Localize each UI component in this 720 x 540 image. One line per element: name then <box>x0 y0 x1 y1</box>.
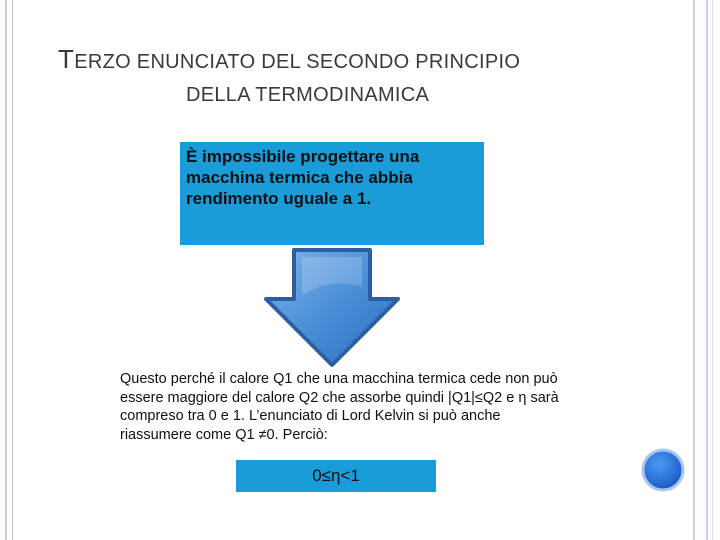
explanation-text: Questo perché il calore Q1 che una macchina termica cede non può essere maggiore del calore Q2 che assorbe quindi |Q1|≤Q2 e η sarà compreso tra 0 e 1. L’enunciato di Lord Kelvin si può anche riassumere come Q1 ≠0. Perciò: <box>120 371 559 443</box>
slide-subtitle: DELLA TERMODINAMICA <box>186 84 430 106</box>
circle-button-icon[interactable] <box>640 447 686 493</box>
slide-title <box>58 44 520 75</box>
down-arrow-icon <box>262 247 402 369</box>
right-frame-line <box>693 0 695 540</box>
slide-title-initial: T <box>58 44 75 74</box>
right-frame-line <box>706 0 708 540</box>
result-text: 0≤η<1 <box>312 466 360 485</box>
result-box <box>236 460 436 492</box>
right-frame-line <box>712 0 713 540</box>
statement-box <box>180 142 484 245</box>
left-frame-line <box>5 0 7 540</box>
statement-text: È impossibile progettare una macchina termica che abbia rendimento uguale a 1. <box>186 147 420 208</box>
slide-title-rest: ERZO ENUNCIATO DEL SECONDO PRINCIPIO <box>74 51 521 73</box>
